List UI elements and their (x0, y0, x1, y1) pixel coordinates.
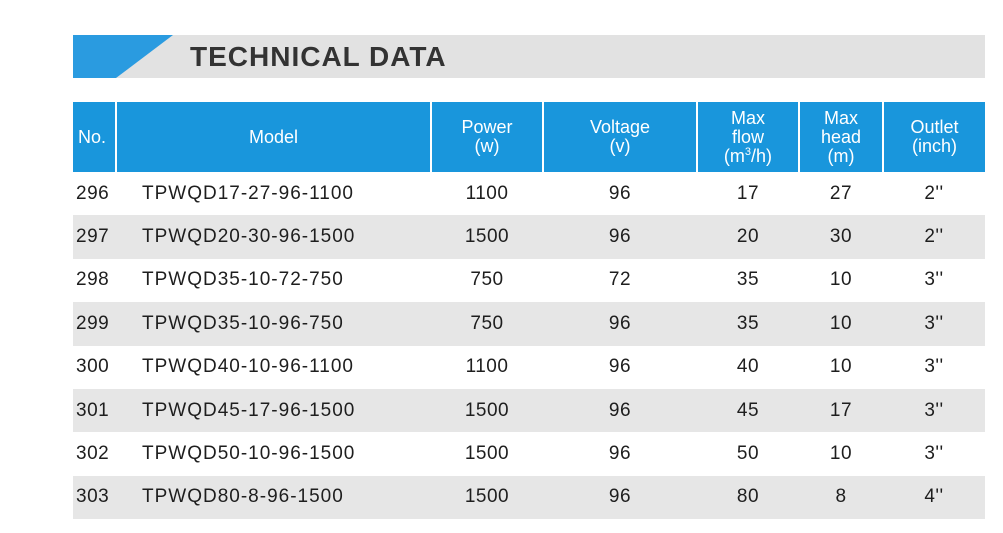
cell-outlet: 3'' (883, 302, 985, 345)
header-model: Model (116, 102, 431, 172)
cell-voltage: 96 (608, 356, 632, 378)
cell-max-head: 10 (829, 443, 853, 465)
table-body (73, 172, 985, 519)
table-header-row (73, 102, 985, 172)
cell-voltage: 72 (608, 269, 632, 291)
cell-max-head: 17 (799, 389, 883, 432)
page-title: TECHNICAL DATA (190, 41, 447, 72)
header-head-unit: (m) (827, 145, 855, 166)
header-flow-unit-post: /h) (751, 145, 773, 166)
cell-voltage: 96 (608, 443, 632, 465)
header-power (431, 102, 543, 172)
cell-no: 297 (73, 215, 116, 258)
cell-max-head: 8 (799, 476, 883, 519)
technical-data-table (73, 102, 985, 519)
header-flow-unit-pre: (m (723, 145, 745, 166)
cell-no: 300 (76, 356, 110, 378)
cell-model: TPWQD20-30-96-1500 (116, 215, 431, 258)
cell-power: 1500 (431, 476, 543, 519)
cell-max-head: 10 (799, 302, 883, 345)
cell-model: TPWQD35-10-96-750 (116, 302, 431, 345)
cell-outlet: 2'' (883, 215, 985, 258)
cell-model: TPWQD40-10-96-1100 (142, 356, 354, 378)
cell-no: 298 (76, 269, 110, 291)
cell-max-head: 27 (829, 182, 853, 204)
header-outlet-label: Outlet (910, 117, 959, 137)
cell-no: 299 (73, 302, 116, 345)
cell-max-flow: 35 (736, 269, 760, 291)
header-no: No. (73, 102, 116, 172)
cell-power: 1500 (431, 389, 543, 432)
header-power-unit: (w) (474, 136, 500, 156)
cell-max-head: 30 (799, 215, 883, 258)
header-head-line2: head (820, 126, 862, 147)
cell-model: TPWQD35-10-72-750 (142, 269, 344, 291)
cell-model: TPWQD45-17-96-1500 (116, 389, 431, 432)
cell-model: TPWQD50-10-96-1500 (142, 443, 356, 465)
cell-outlet: 3'' (924, 356, 944, 378)
cell-voltage: 96 (543, 302, 697, 345)
header-voltage-label: Voltage (589, 117, 651, 137)
cell-max-head: 10 (829, 356, 853, 378)
cell-power: 750 (431, 302, 543, 345)
header-voltage (543, 102, 697, 172)
cell-voltage: 96 (543, 476, 697, 519)
cell-voltage: 96 (543, 215, 697, 258)
cell-outlet: 3'' (924, 443, 944, 465)
cell-no: 296 (76, 182, 110, 204)
header-flow-unit-sup: 3 (744, 145, 752, 158)
cell-max-flow: 80 (697, 476, 799, 519)
header-flow-line1: Max (730, 107, 765, 128)
header-voltage-unit: (v) (609, 136, 631, 156)
cell-power: 1100 (465, 182, 509, 204)
table-row (73, 215, 985, 258)
title-accent-shape (73, 35, 173, 78)
table-row (73, 172, 985, 215)
header-outlet-unit: (inch) (911, 136, 957, 156)
cell-power: 1100 (465, 356, 509, 378)
cell-power: 1500 (431, 215, 543, 258)
cell-max-flow: 50 (736, 443, 760, 465)
cell-max-flow: 40 (736, 356, 760, 378)
table-row (73, 389, 985, 432)
table-row (73, 259, 985, 302)
cell-power: 1500 (464, 443, 510, 465)
cell-model: TPWQD80-8-96-1500 (116, 476, 431, 519)
cell-outlet: 3'' (924, 269, 944, 291)
header-head-line1: Max (823, 107, 858, 128)
cell-max-flow: 17 (736, 182, 760, 204)
table-row (73, 476, 985, 519)
cell-outlet: 4'' (883, 476, 985, 519)
cell-no: 303 (73, 476, 116, 519)
header-outlet (883, 102, 985, 172)
cell-no: 301 (73, 389, 116, 432)
cell-max-flow: 45 (697, 389, 799, 432)
header-power-label: Power (461, 117, 513, 137)
header-max-head (799, 102, 883, 172)
cell-outlet: 3'' (883, 389, 985, 432)
table-row (73, 432, 985, 475)
cell-max-head: 10 (829, 269, 853, 291)
cell-voltage: 96 (608, 182, 632, 204)
header-flow-unit (724, 146, 772, 166)
cell-voltage: 96 (543, 389, 697, 432)
table-row (73, 346, 985, 389)
cell-outlet: 2'' (924, 182, 944, 204)
cell-model: TPWQD17-27-96-1100 (142, 182, 354, 204)
cell-power: 750 (470, 269, 504, 291)
table-row (73, 302, 985, 345)
cell-no: 302 (76, 443, 110, 465)
cell-max-flow: 20 (697, 215, 799, 258)
header-max-flow (697, 102, 799, 172)
header-flow-line2: flow (731, 126, 764, 147)
cell-max-flow: 35 (697, 302, 799, 345)
